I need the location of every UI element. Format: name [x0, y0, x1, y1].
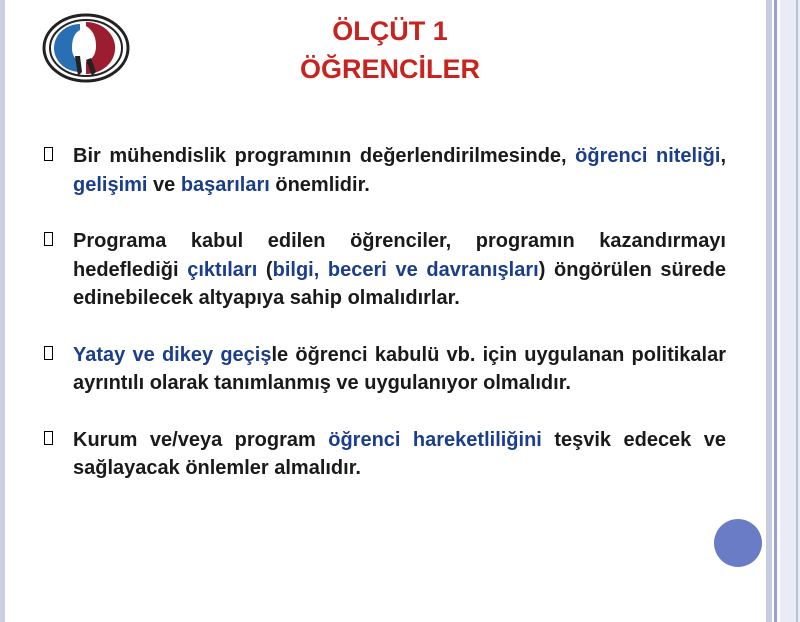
bullet-text-segment: önemlidir.: [269, 173, 370, 196]
bullet-text: [73, 227, 726, 313]
highlight-text: bilgi, beceri ve davranışları: [272, 258, 539, 281]
bullet-text: [73, 142, 726, 199]
bullet-item: [44, 227, 726, 313]
highlight-text: öğrenci hareketliliğini: [328, 428, 542, 451]
highlight-text: çıktıları: [187, 258, 258, 281]
highlight-text: Yatay ve dikey geçiş: [73, 343, 272, 366]
slide-frame-right-stripe: [774, 0, 777, 622]
bullet-text: [73, 426, 726, 483]
slide-frame-right-line: [796, 0, 798, 622]
bullet-text: [73, 341, 726, 398]
decorative-circle: [714, 519, 762, 567]
bullet-item: [44, 426, 726, 483]
bullet-item: [44, 341, 726, 398]
bullet-list: [44, 142, 726, 511]
bullet-text-segment: Kurum ve/veya program: [73, 428, 329, 451]
bullet-marker-icon: [44, 346, 53, 360]
bullet-text-segment: (: [257, 258, 273, 281]
bullet-text-segment: Programa kabul edilen öğrenciler, programın kazandırmayı hedeflediği: [73, 230, 726, 281]
slide-subtitle: ÖĞRENCİLER: [299, 54, 480, 84]
bullet-text-segment: ) öngörülen sürede edinebilecek altyapıya sahip olmalıdırlar.: [73, 258, 727, 309]
highlight-text: başarıları: [180, 173, 270, 196]
bullet-item: [44, 142, 726, 199]
highlight-text: öğrenci niteliği: [575, 145, 721, 167]
slide-frame-right-band: [766, 0, 772, 622]
bullet-marker-icon: [44, 232, 53, 246]
bullet-marker-icon: [44, 147, 53, 161]
bullet-text-segment: ,: [720, 145, 726, 167]
highlight-text: gelişimi: [73, 173, 148, 196]
bullet-text-segment: Bir mühendislik programının değerlendirilmesinde,: [73, 145, 576, 167]
slide-title: ÖLÇÜT 1: [332, 16, 448, 46]
bullet-marker-icon: [44, 431, 53, 445]
university-logo-icon: [42, 12, 132, 84]
slide-frame-left: [0, 0, 5, 622]
bullet-text-segment: le öğrenci kabulü vb. için uygulanan politikalar ayrıntılı olarak tanımlanmış ve uygulanıyor olmalıdır.: [73, 343, 726, 394]
bullet-text-segment: teşvik edecek ve sağlayacak önlemler almalıdır.: [73, 428, 727, 479]
bullet-text-segment: ve: [147, 173, 181, 196]
